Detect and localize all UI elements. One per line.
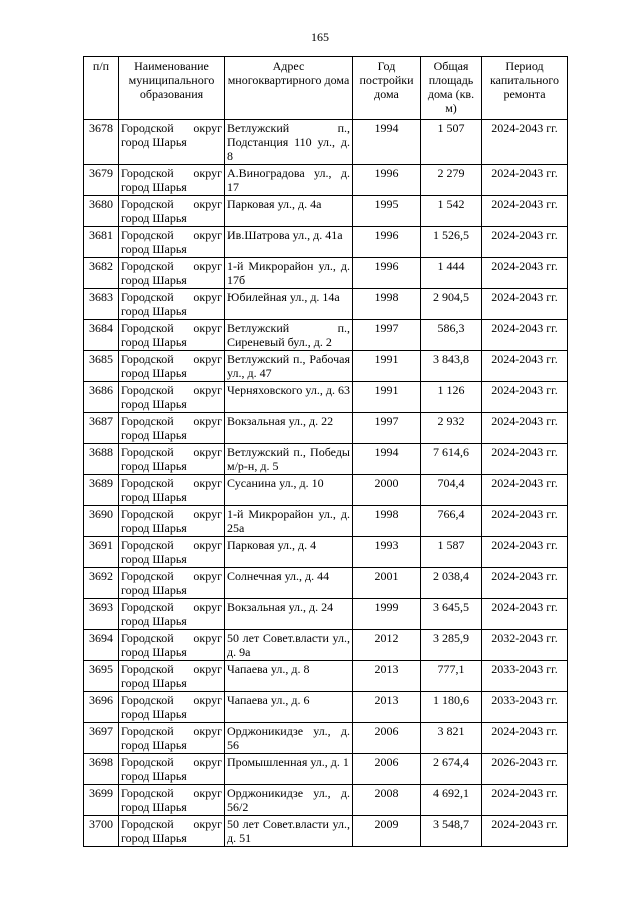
municipality-cell: Городской округ город Шарья [119,320,225,351]
year-built-cell: 1999 [353,599,421,630]
table-row [84,289,568,320]
table-row [84,351,568,382]
housing-register-table [83,56,568,847]
row-number: 3699 [84,785,119,816]
year-built-cell: 2000 [353,475,421,506]
year-built-cell: 1996 [353,258,421,289]
year-built-cell: 1996 [353,165,421,196]
address-cell: 1-й Микрорайон ул., д. 25а [225,506,353,537]
repair-period-cell: 2024-2043 гг. [482,289,568,320]
header-row [84,57,568,120]
row-number: 3685 [84,351,119,382]
total-area-cell: 7 614,6 [421,444,482,475]
year-built-cell: 1998 [353,506,421,537]
table-row [84,723,568,754]
total-area-cell: 766,4 [421,506,482,537]
table-row [84,258,568,289]
address-cell: Ветлужский п., Победы м/р-н, д. 5 [225,444,353,475]
row-number: 3697 [84,723,119,754]
total-area-cell: 2 279 [421,165,482,196]
municipality-cell: Городской округ город Шарья [119,289,225,320]
repair-period-cell: 2024-2043 гг. [482,475,568,506]
repair-period-cell: 2024-2043 гг. [482,785,568,816]
year-built-cell: 1994 [353,120,421,165]
municipality-cell: Городской округ город Шарья [119,537,225,568]
address-cell: Юбилейная ул., д. 14а [225,289,353,320]
total-area-cell: 2 932 [421,413,482,444]
row-number: 3692 [84,568,119,599]
municipality-cell: Городской округ город Шарья [119,351,225,382]
year-built-cell: 1997 [353,320,421,351]
repair-period-cell: 2024-2043 гг. [482,320,568,351]
table-row [84,754,568,785]
table-row [84,320,568,351]
row-number: 3682 [84,258,119,289]
total-area-cell: 3 821 [421,723,482,754]
row-number: 3700 [84,816,119,847]
year-built-cell: 1991 [353,351,421,382]
address-cell: Солнечная ул., д. 44 [225,568,353,599]
total-area-cell: 3 843,8 [421,351,482,382]
year-built-cell: 1991 [353,382,421,413]
address-cell: Парковая ул., д. 4 [225,537,353,568]
row-number: 3688 [84,444,119,475]
address-cell: Чапаева ул., д. 6 [225,692,353,723]
row-number: 3679 [84,165,119,196]
row-number: 3693 [84,599,119,630]
total-area-cell: 1 444 [421,258,482,289]
year-built-cell: 2012 [353,630,421,661]
total-area-cell: 1 507 [421,120,482,165]
total-area-cell: 1 526,5 [421,227,482,258]
repair-period-cell: 2024-2043 гг. [482,506,568,537]
municipality-cell: Городской округ город Шарья [119,754,225,785]
year-built-cell: 1996 [353,227,421,258]
municipality-cell: Городской округ город Шарья [119,630,225,661]
table-row [84,599,568,630]
repair-period-cell: 2024-2043 гг. [482,816,568,847]
year-built-cell: 1993 [353,537,421,568]
total-area-cell: 3 285,9 [421,630,482,661]
address-cell: Ив.Шатрова ул., д. 41а [225,227,353,258]
header-area: Общая площадь дома (кв. м) [421,57,482,120]
total-area-cell: 586,3 [421,320,482,351]
row-number: 3687 [84,413,119,444]
repair-period-cell: 2024-2043 гг. [482,120,568,165]
table-row [84,506,568,537]
page-number: 165 [311,30,329,44]
municipality-cell: Городской округ город Шарья [119,599,225,630]
address-cell: Ветлужский п., Сиреневый бул., д. 2 [225,320,353,351]
repair-period-cell: 2033-2043 гг. [482,661,568,692]
row-number: 3684 [84,320,119,351]
address-cell: Ветлужский п., Подстанция 110 ул., д. 8 [225,120,353,165]
total-area-cell: 1 587 [421,537,482,568]
table-row [84,785,568,816]
repair-period-cell: 2024-2043 гг. [482,351,568,382]
address-cell: Черняховского ул., д. 63 [225,382,353,413]
address-cell: Орджоникидзе ул., д. 56/2 [225,785,353,816]
total-area-cell: 3 645,5 [421,599,482,630]
year-built-cell: 2006 [353,723,421,754]
total-area-cell: 704,4 [421,475,482,506]
municipality-cell: Городской округ город Шарья [119,568,225,599]
repair-period-cell: 2024-2043 гг. [482,537,568,568]
table-row [84,382,568,413]
row-number: 3681 [84,227,119,258]
table-row [84,475,568,506]
municipality-cell: Городской округ город Шарья [119,444,225,475]
repair-period-cell: 2024-2043 гг. [482,165,568,196]
municipality-cell: Городской округ город Шарья [119,120,225,165]
address-cell: Вокзальная ул., д. 24 [225,599,353,630]
table-row [84,444,568,475]
municipality-cell: Городской округ город Шарья [119,692,225,723]
repair-period-cell: 2024-2043 гг. [482,444,568,475]
year-built-cell: 2013 [353,692,421,723]
year-built-cell: 1997 [353,413,421,444]
year-built-cell: 2001 [353,568,421,599]
address-cell: Промышленная ул., д. 1 [225,754,353,785]
row-number: 3691 [84,537,119,568]
row-number: 3695 [84,661,119,692]
year-built-cell: 1994 [353,444,421,475]
address-cell: Сусанина ул., д. 10 [225,475,353,506]
municipality-cell: Городской округ город Шарья [119,723,225,754]
repair-period-cell: 2024-2043 гг. [482,723,568,754]
row-number: 3690 [84,506,119,537]
year-built-cell: 1995 [353,196,421,227]
municipality-cell: Городской округ город Шарья [119,382,225,413]
row-number: 3698 [84,754,119,785]
address-cell: Ветлужский п., Рабочая ул., д. 47 [225,351,353,382]
municipality-cell: Городской округ город Шарья [119,661,225,692]
address-cell: Чапаева ул., д. 8 [225,661,353,692]
municipality-cell: Городской округ город Шарья [119,165,225,196]
total-area-cell: 2 674,4 [421,754,482,785]
repair-period-cell: 2026-2043 гг. [482,754,568,785]
table-row [84,816,568,847]
row-number: 3694 [84,630,119,661]
row-number: 3683 [84,289,119,320]
repair-period-cell: 2024-2043 гг. [482,568,568,599]
total-area-cell: 1 126 [421,382,482,413]
total-area-cell: 2 904,5 [421,289,482,320]
year-built-cell: 2009 [353,816,421,847]
row-number: 3680 [84,196,119,227]
address-cell: Парковая ул., д. 4а [225,196,353,227]
header-num: п/п [84,57,119,120]
municipality-cell: Городской округ город Шарья [119,506,225,537]
table-row [84,165,568,196]
table-row [84,630,568,661]
header-year: Год постройки дома [353,57,421,120]
table-row [84,661,568,692]
repair-period-cell: 2033-2043 гг. [482,692,568,723]
repair-period-cell: 2024-2043 гг. [482,227,568,258]
header-municipality: Наименование муниципального образования [119,57,225,120]
municipality-cell: Городской округ город Шарья [119,196,225,227]
municipality-cell: Городской округ город Шарья [119,227,225,258]
repair-period-cell: 2024-2043 гг. [482,599,568,630]
row-number: 3678 [84,120,119,165]
row-number: 3696 [84,692,119,723]
table-row [84,120,568,165]
address-cell: 1-й Микрорайон ул., д. 17б [225,258,353,289]
repair-period-cell: 2024-2043 гг. [482,196,568,227]
total-area-cell: 3 548,7 [421,816,482,847]
address-cell: А.Виноградова ул., д. 17 [225,165,353,196]
year-built-cell: 2013 [353,661,421,692]
total-area-cell: 1 180,6 [421,692,482,723]
header-period: Период капитального ремонта [482,57,568,120]
repair-period-cell: 2032-2043 гг. [482,630,568,661]
table-row [84,537,568,568]
total-area-cell: 2 038,4 [421,568,482,599]
table-row [84,413,568,444]
repair-period-cell: 2024-2043 гг. [482,413,568,444]
year-built-cell: 2006 [353,754,421,785]
address-cell: Вокзальная ул., д. 22 [225,413,353,444]
header-address: Адрес многоквартирного дома [225,57,353,120]
row-number: 3689 [84,475,119,506]
table-row [84,568,568,599]
address-cell: 50 лет Совет.власти ул., д. 9а [225,630,353,661]
table-row [84,196,568,227]
row-number: 3686 [84,382,119,413]
municipality-cell: Городской округ город Шарья [119,258,225,289]
municipality-cell: Городской округ город Шарья [119,413,225,444]
municipality-cell: Городской округ город Шарья [119,785,225,816]
total-area-cell: 777,1 [421,661,482,692]
table-row [84,692,568,723]
year-built-cell: 1998 [353,289,421,320]
total-area-cell: 4 692,1 [421,785,482,816]
table-row [84,227,568,258]
repair-period-cell: 2024-2043 гг. [482,382,568,413]
address-cell: Орджоникидзе ул., д. 56 [225,723,353,754]
year-built-cell: 2008 [353,785,421,816]
address-cell: 50 лет Совет.власти ул., д. 51 [225,816,353,847]
municipality-cell: Городской округ город Шарья [119,816,225,847]
total-area-cell: 1 542 [421,196,482,227]
repair-period-cell: 2024-2043 гг. [482,258,568,289]
municipality-cell: Городской округ город Шарья [119,475,225,506]
